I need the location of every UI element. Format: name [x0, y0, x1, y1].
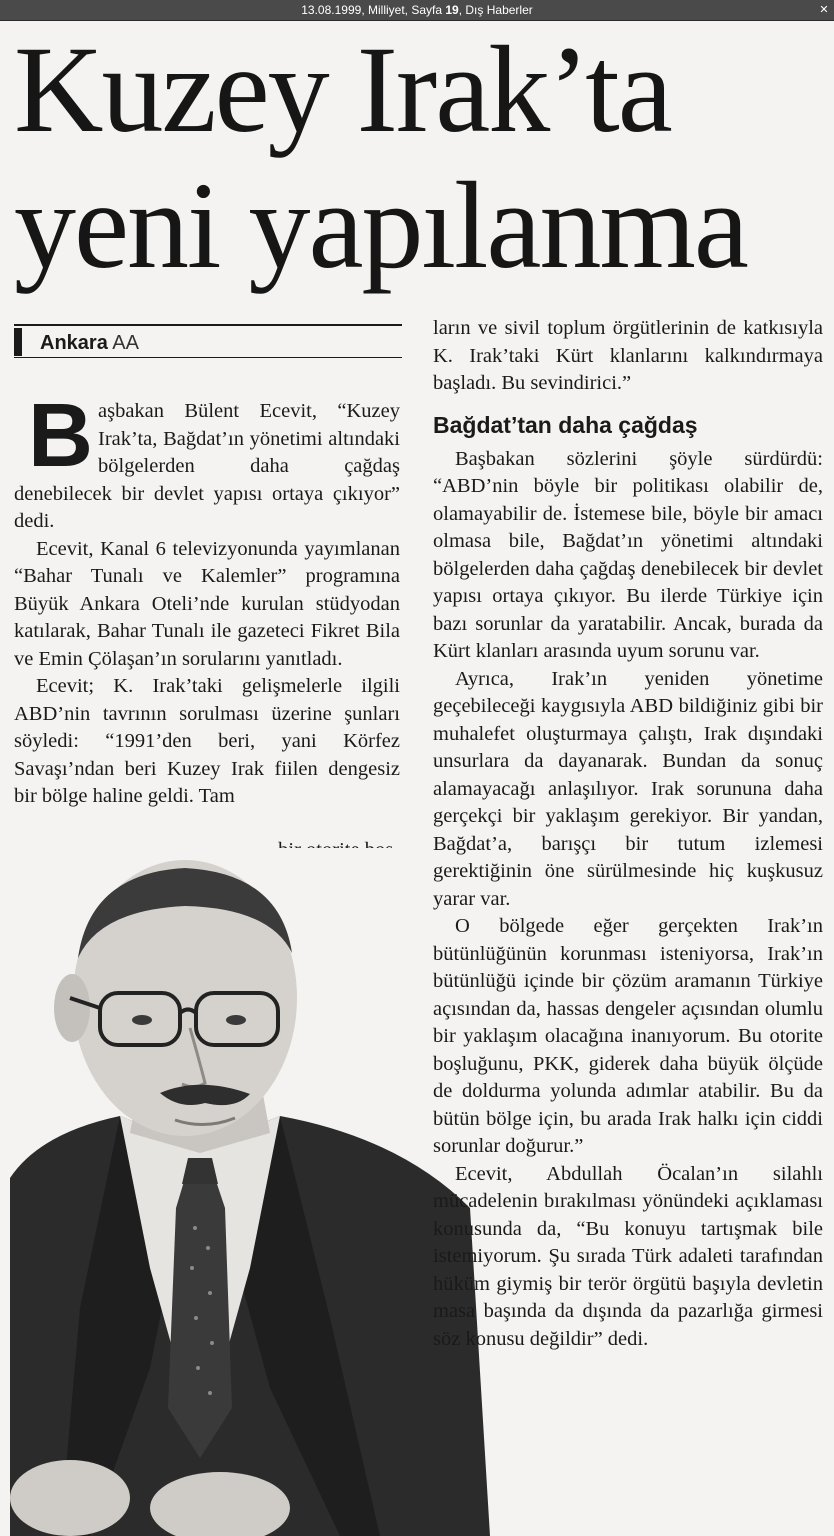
article-paragraph: ların ve sivil toplum örgütlerinin de katkısıyla K. Irak’taki Kürt klanlarını kalkındırmaya başladı. Bu sevindirici.” — [433, 317, 823, 394]
article-paragraph: Ecevit; K. Irak’taki gelişmelerle ilgili ABD’nin tavrının sorulması üzerine şunları söyledi: “1991’den beri, yani Körfez Savaşı’ndan beri Kuzey Irak fiilen dengesiz bir bölge haline geldi. Tam — [14, 675, 400, 807]
byline-agency: AA — [112, 332, 139, 354]
header-page-number: 19 — [445, 3, 459, 17]
article-column-right — [433, 315, 823, 1353]
drop-cap: B — [28, 386, 93, 486]
byline — [14, 324, 402, 358]
article-paragraph: O bölgede eğer gerçekten Irak’ın bütünlüğünün korunması isteniyorsa, Irak’ın bütünlüğü içinde bir çözüm aramanın Türkiye açısından da, hassas dengeler açısından olumlu bir yaklaşım olacağına inanıyorum. Bu otorite boşluğunu, PKK, giderek daha büyük ölçüde de doldurma yolunda adımlar atabilir. Bu da bütün bölge için, bu arada Irak halkı için ciddi sorunlar doğurur.” — [433, 915, 823, 1157]
byline-bar — [14, 328, 22, 356]
article-paragraph: Ayrıca, Irak’ın yeniden yönetime geçebileceği kaygısıyla ABD bildiğiniz gibi bir muhalefet oluşturmaya çalıştı, Irak dışındaki unsurlara da dayanarak. Bundan da sonuç alamayacağı anlaşılıyor. Irak sorununa daha gerçekçi bir yaklaşım gerekiyor. Bir yandan, Bağdat’a, barışçı bir tutum izlemesi gerektiğinin öne sürülmesinde hiç kuşkusuz yarar var. — [433, 667, 823, 910]
header-section: Dış Haberler — [465, 3, 533, 17]
headline — [14, 22, 824, 294]
header-paper: Milliyet — [367, 3, 405, 17]
headline-line-1: Kuzey Irak’ta — [14, 21, 671, 158]
article-paragraph: Ecevit, Abdullah Öcalan’ın silahlı mücadelenin bırakılması yönündeki açıklaması konusunda da, “Bu konuyu tartışmak bile istemiyorum. Şu sırada Türk adaleti tarafından hüküm giymiş bir terör örgütü başıyla devletin masa başında da dışında da pazarlığa girmesi söz konusu değildir” dedi. — [433, 1162, 823, 1350]
article-paragraph: Ecevit, Kanal 6 televizyonunda yayımlanan “Bahar Tunalı ve Kalemler” programına Büyük Ankara Oteli’nde kurulan stüdyodan katılarak, Bahar Tunalı ile gazeteci Fikret Bila ve Emin Çölaşan’ın sorularını yanıtladı. — [14, 537, 400, 670]
byline-city: Ankara — [40, 332, 108, 354]
close-icon[interactable]: ✕ — [819, 3, 829, 16]
article-column-left — [14, 386, 400, 811]
header-date: 13.08.1999 — [301, 3, 362, 17]
portrait-photo — [0, 848, 500, 1536]
article-lead: Başbakan Bülent Ecevit, “Kuzey Irak’ta, Bağdat’ın yönetimi altındaki bölgelerden daha çağdaş denebilecek bir devlet yapısı ortaya çıkıyor” dedi. — [14, 386, 400, 532]
headline-line-2: yeni yapılanma — [14, 157, 747, 294]
subheading: Bağdat’tan daha çağdaş — [433, 411, 698, 438]
header-page-label: Sayfa — [411, 3, 443, 17]
page-header-bar: 13.08.1999, Milliyet, Sayfa 19, Dış Haberler ✕ — [0, 0, 834, 21]
article-paragraph: Başbakan sözlerini şöyle sürdürdü: “ABD’nin böyle bir politikası olabilir de, olamayabilir de. İstemese bile, böyle bir amacı olmasa bile, Bağdat’ın yönetimi altındaki bölgelerden daha çağdaş denebilecek bir devlet yapısı ortaya çıkıyor. Bu ilerde Türkiye için bazı sorunlar da yaratabilir. Ancak, burada da Kürt klanları arasında uyum sorunu var. — [433, 447, 823, 662]
